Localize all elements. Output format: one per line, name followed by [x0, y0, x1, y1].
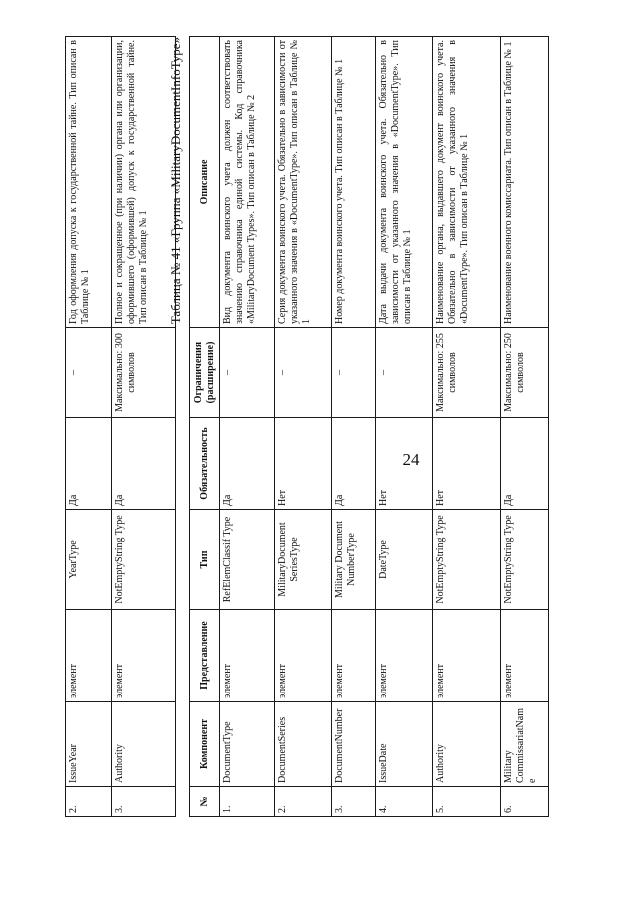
cell-restrictions: – — [332, 328, 376, 418]
cell-type: RefElemClassif Type — [220, 510, 275, 610]
cell-restrictions: Максимально: 250 символов — [501, 328, 549, 418]
cell-num: 5. — [433, 787, 501, 817]
header-restrictions: Ограничения (расширение) — [190, 328, 220, 418]
table-caption: Таблица № 41 «Группа «MilitaryDocumentInfoType» — [168, 37, 183, 325]
header-representation: Представление — [190, 610, 220, 702]
header-required: Обязательность — [190, 418, 220, 510]
cell-description: Полное и сокращенное (при наличии) органа или организации, оформившего (оформившей) допуск к государственной тайне. Тип описан в Таблице № 1 — [112, 37, 176, 328]
continued-table — [65, 36, 176, 817]
cell-required: Нет — [376, 418, 433, 510]
table-header-row — [190, 37, 220, 817]
cell-component: Authority — [112, 702, 176, 787]
cell-representation: элемент — [332, 610, 376, 702]
page-number: 24 — [402, 450, 420, 469]
table-row — [220, 37, 275, 817]
table-row — [376, 37, 433, 817]
cell-required: Да — [112, 418, 176, 510]
table-row — [433, 37, 501, 817]
cell-type: NotEmptyString Type — [433, 510, 501, 610]
cell-description: Номер документа воинского учета. Тип описан в Таблице № 1 — [332, 37, 376, 328]
cell-description: Год оформления допуска к государственной тайне. Тип описан в Таблице № 1 — [66, 37, 112, 328]
cell-representation: элемент — [112, 610, 176, 702]
cell-description: Серия документа воинского учета. Обязательно в зависимости от указанного значения в «DocumentType». Тип описан в Таблице № 1 — [275, 37, 332, 328]
cell-required: Да — [332, 418, 376, 510]
cell-restrictions: – — [275, 328, 332, 418]
cell-component: IssueYear — [66, 702, 112, 787]
table-row — [275, 37, 332, 817]
cell-num: 1. — [220, 787, 275, 817]
cell-type: NotEmptyString Type — [112, 510, 176, 610]
cell-description: Дата выдачи документа воинского учета. Обязательно в зависимости от указанного значения в «DocumentType». Тип описан в Таблице № 1 — [376, 37, 433, 328]
cell-component: Military CommissariatName — [501, 702, 549, 787]
cell-num: 3. — [332, 787, 376, 817]
cell-description: Вид документа воинского учета должен соответствовать значению справочника единой системы. Код справочника «MilitaryDocument Types». Тип описан в Таблице № 2 — [220, 37, 275, 328]
cell-representation: элемент — [376, 610, 433, 702]
cell-description: Наименование военного комиссариата. Тип описан в Таблице № 1 — [501, 37, 549, 328]
cell-required: Да — [220, 418, 275, 510]
cell-num: 6. — [501, 787, 549, 817]
table-row — [66, 37, 112, 817]
table-row — [501, 37, 549, 817]
cell-type: NotEmptyString Type — [501, 510, 549, 610]
cell-type: Military Document NumberType — [332, 510, 376, 610]
cell-restrictions: – — [66, 328, 112, 418]
cell-num: 2. — [275, 787, 332, 817]
cell-component: DocumentNumber — [332, 702, 376, 787]
cell-num: 4. — [376, 787, 433, 817]
cell-type: MilitaryDocument SeriesType — [275, 510, 332, 610]
cell-required: Нет — [275, 418, 332, 510]
cell-required: Да — [66, 418, 112, 510]
cell-description: Наименование органа, выдавшего документ воинского учета. Обязательно в зависимости от указанного значения в «DocumentType». Тип описан в Таблице № 1 — [433, 37, 501, 328]
header-type: Тип — [190, 510, 220, 610]
cell-restrictions: – — [220, 328, 275, 418]
cell-component: Authority — [433, 702, 501, 787]
cell-type: YearType — [66, 510, 112, 610]
cell-representation: элемент — [66, 610, 112, 702]
header-num: № — [190, 787, 220, 817]
cell-restrictions: Максимально: 255 символов — [433, 328, 501, 418]
cell-component: IssueDate — [376, 702, 433, 787]
military-document-table — [189, 36, 549, 817]
cell-required: Нет — [433, 418, 501, 510]
cell-restrictions: – — [376, 328, 433, 418]
cell-representation: элемент — [220, 610, 275, 702]
cell-representation: элемент — [275, 610, 332, 702]
table-row — [112, 37, 176, 817]
header-component: Компонент — [190, 702, 220, 787]
cell-representation: элемент — [501, 610, 549, 702]
cell-type: DateType — [376, 510, 433, 610]
cell-component: DocumentSeries — [275, 702, 332, 787]
cell-restrictions: Максимально: 300 символов — [112, 328, 176, 418]
cell-component: DocumentType — [220, 702, 275, 787]
cell-num: 2. — [66, 787, 112, 817]
cell-representation: элемент — [433, 610, 501, 702]
table-row — [332, 37, 376, 817]
cell-num: 3. — [112, 787, 176, 817]
cell-required: Да — [501, 418, 549, 510]
header-description: Описание — [190, 37, 220, 328]
